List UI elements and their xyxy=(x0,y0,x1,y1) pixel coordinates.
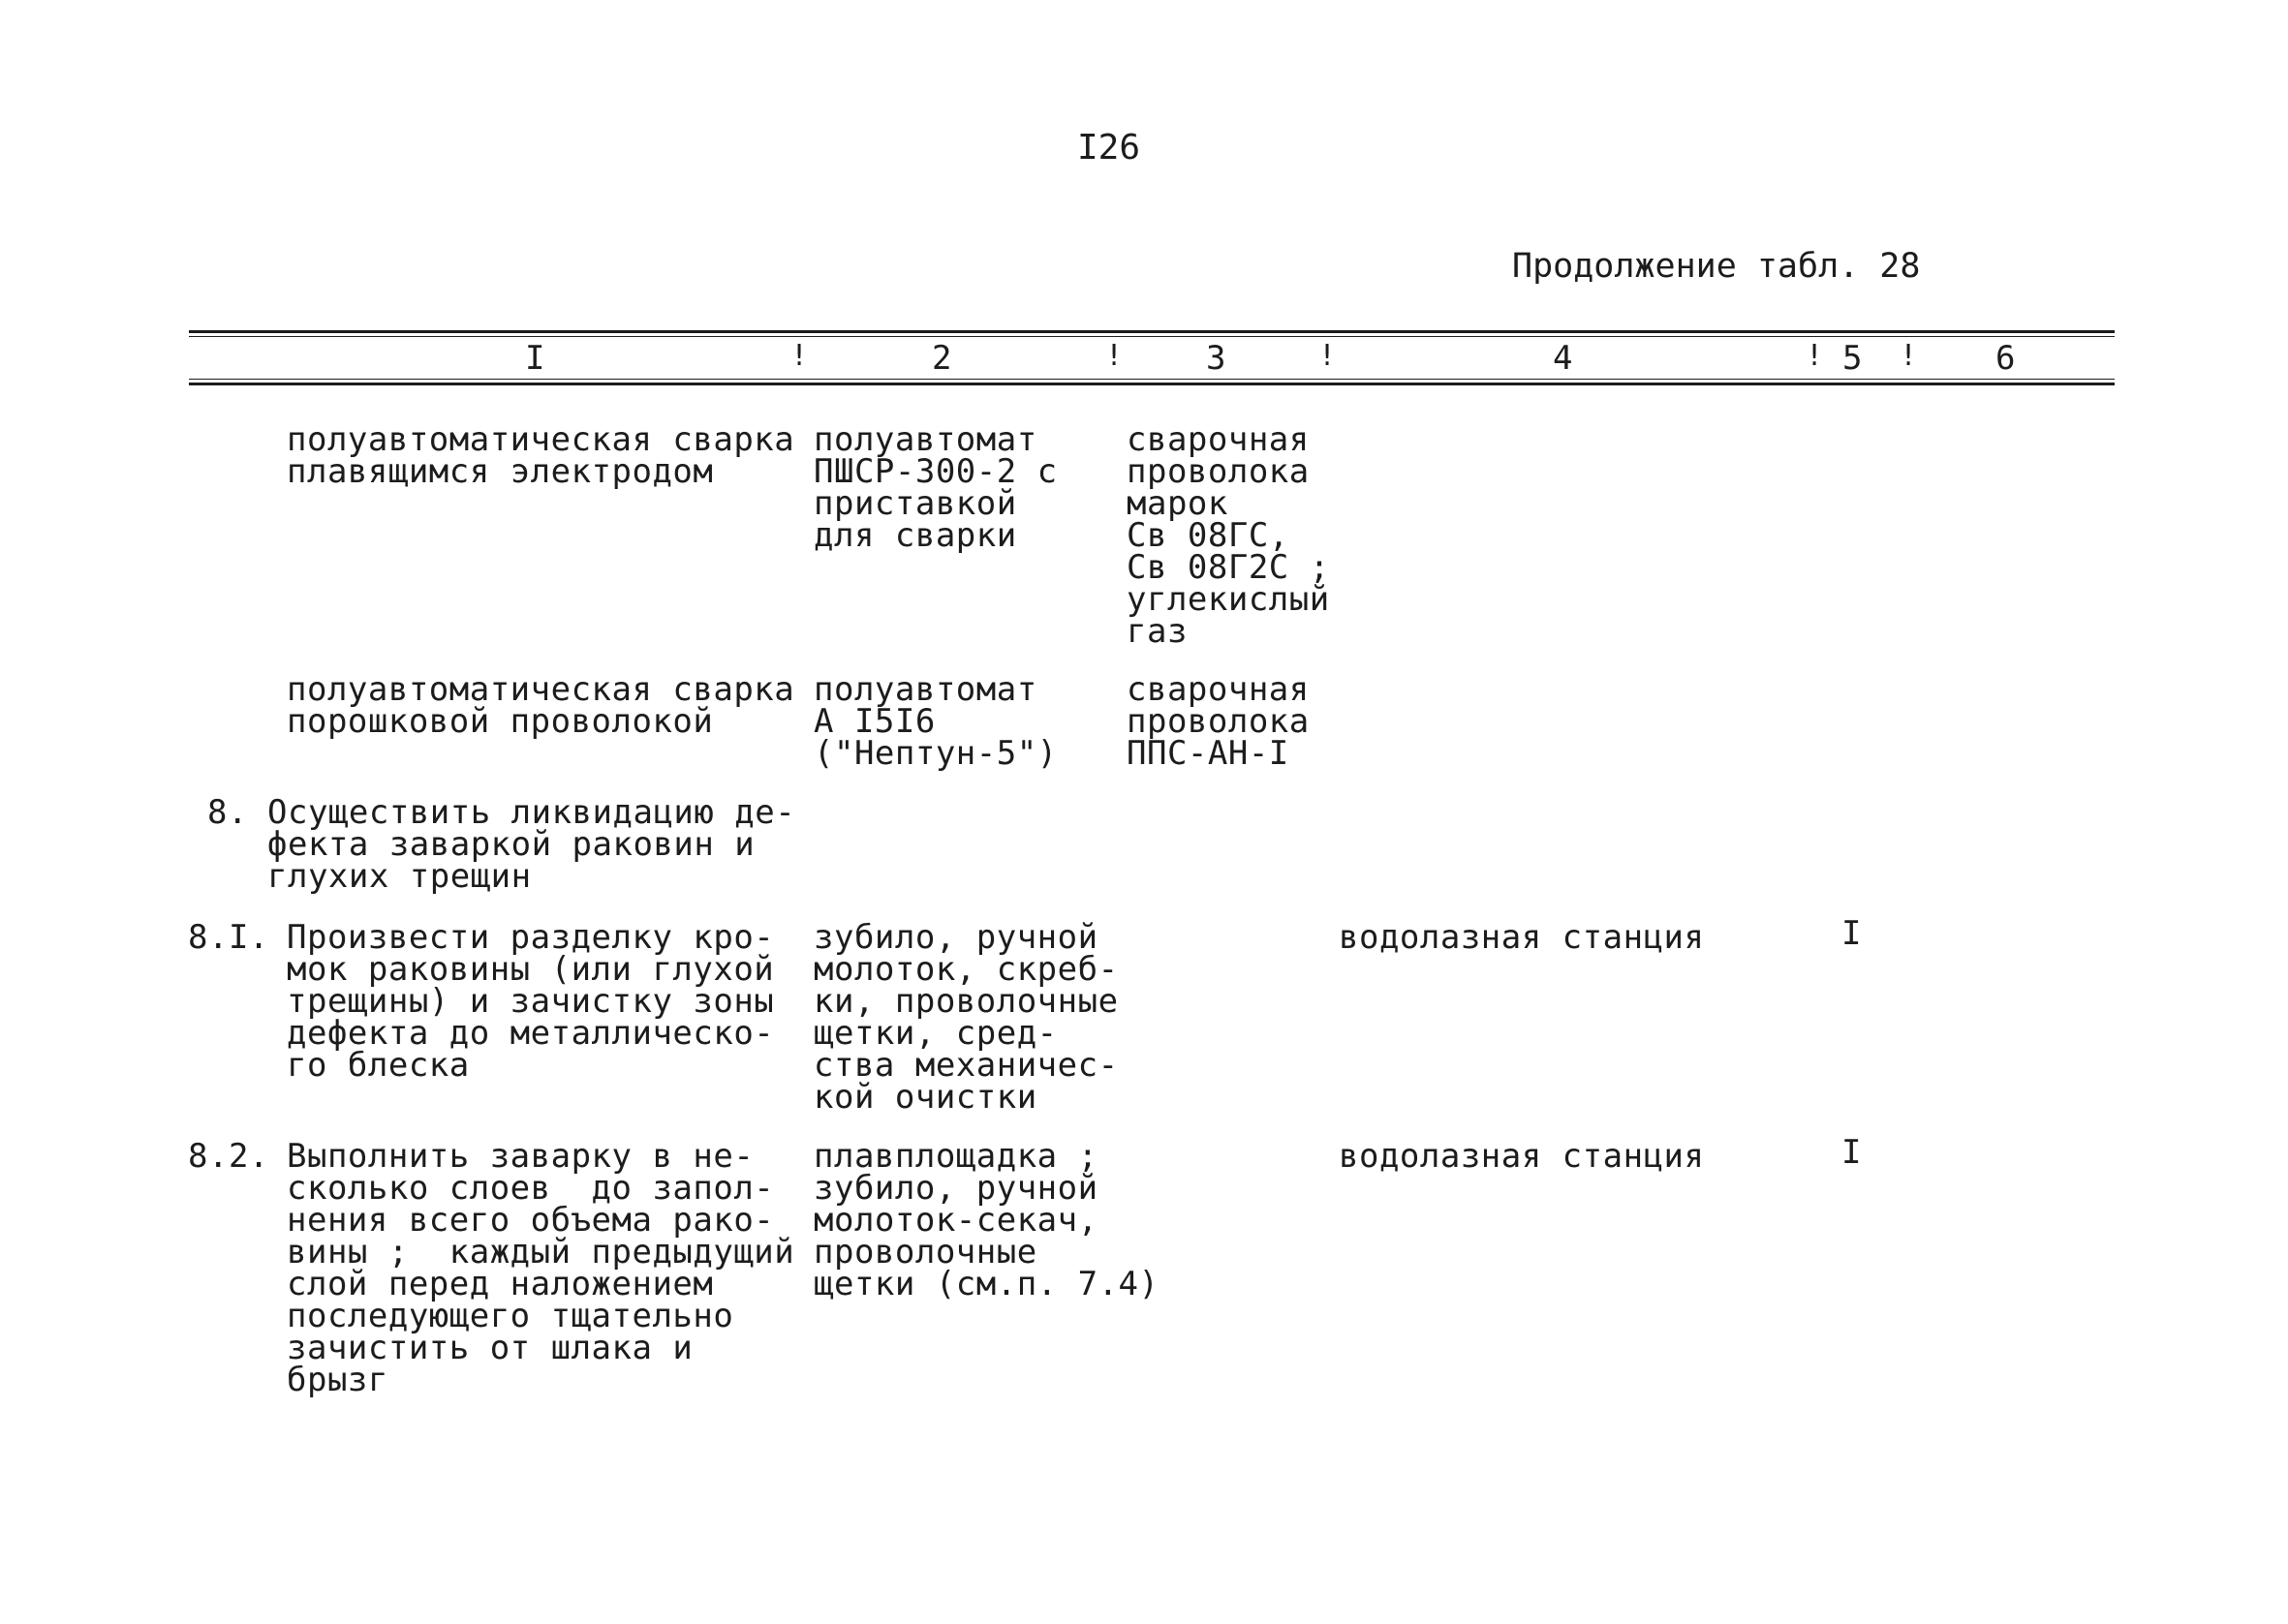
column-header-3: 3 xyxy=(1206,339,1226,378)
row-8-number: 8. xyxy=(207,793,248,832)
row-8-1-col5-text: I xyxy=(1841,914,1862,953)
column-separator: ! xyxy=(1105,339,1124,373)
header-rule-top xyxy=(189,330,2115,333)
row-8-col1-text: Осуществить ликвидацию де- фекта заваркой раковин и глухих трещин xyxy=(267,793,796,896)
column-separator: ! xyxy=(790,339,809,373)
row-2-col1-text: полуавтоматическая сварка порошковой проволокой xyxy=(287,670,795,741)
row-8-1-col1-text: Произвести разделку кро- мок раковины (или глухой трещины) и зачистку зоны дефекта до металлическо- го блеска xyxy=(287,918,775,1085)
column-header-2: 2 xyxy=(932,339,952,378)
column-separator: ! xyxy=(1806,339,1824,373)
row-8-2-col4-text: водолазная станция xyxy=(1339,1137,1705,1176)
page-number: I26 xyxy=(1077,128,1141,168)
row-1-col1-text: полуавтоматическая сварка плавящимся электродом xyxy=(287,420,795,491)
header-rule-bottom-thin xyxy=(189,379,2115,380)
row-8-1-number: 8.I. xyxy=(188,918,269,957)
row-1-col2-text: полуавтомат ПШСР-300-2 с приставкой для сварки xyxy=(814,420,1058,555)
header-rule-top-thin xyxy=(189,336,2115,337)
row-8-1-col2-text: зубило, ручной молоток, скреб- ки, проволочные щетки, сред- ства механичес- кой очистки xyxy=(814,918,1119,1117)
header-rule-bottom xyxy=(189,383,2115,385)
column-header-5: 5 xyxy=(1842,339,1863,378)
column-separator: ! xyxy=(1900,339,1918,373)
column-header-6: 6 xyxy=(1995,339,2016,378)
column-header-1: I xyxy=(525,339,545,378)
row-8-2-number: 8.2. xyxy=(188,1137,269,1176)
column-header-4: 4 xyxy=(1553,339,1573,378)
row-1-col3-text: сварочная проволока марок Св 08ГС, Св 08Г2С ; углекислый газ xyxy=(1127,420,1330,651)
table-continuation-caption: Продолжение табл. 28 xyxy=(1512,247,1921,286)
row-2-col3-text: сварочная проволока ППС-АН-I xyxy=(1127,670,1310,773)
column-separator: ! xyxy=(1318,339,1337,373)
row-8-1-col4-text: водолазная станция xyxy=(1339,918,1705,957)
row-8-2-col1-text: Выполнить заварку в не- сколько слоев до запол- нения всего объема рако- вины ; каждый предыдущий слой перед наложением последующего тщательно зачистить от шлака и брызг xyxy=(287,1137,795,1399)
row-2-col2-text: полуавтомат А I5I6 ("Нептун-5") xyxy=(814,670,1058,773)
row-8-2-col2-text: плавплощадка ; зубило, ручной молоток-секач, проволочные щетки (см.п. 7.4) xyxy=(814,1137,1159,1303)
row-8-2-col5-text: I xyxy=(1841,1133,1862,1172)
